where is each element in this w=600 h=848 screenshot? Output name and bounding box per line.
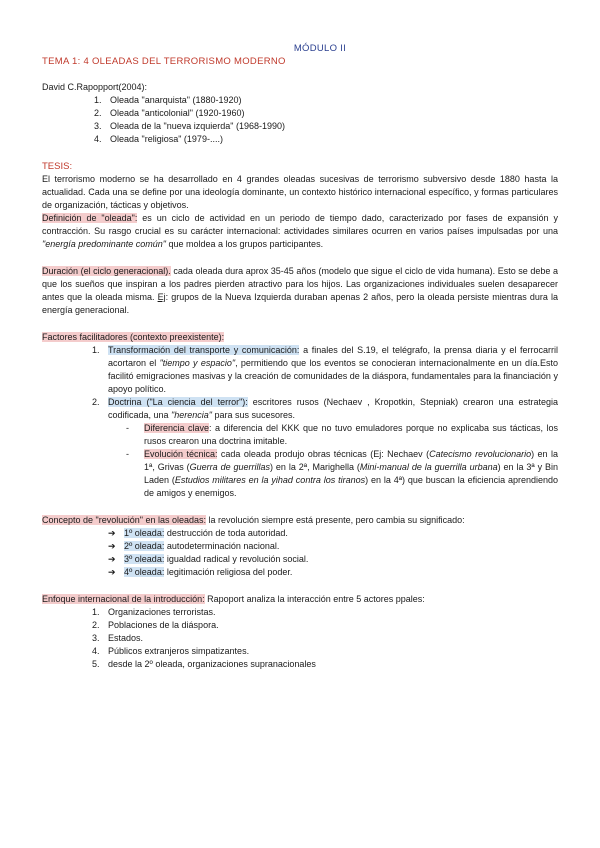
list-item: 1. Organizaciones terroristas. (92, 607, 216, 617)
list-item: - Diferencia clave: a diferencia del KKK que no tuvo emuladores porque no explicaba sus tácticas, los rusos crearon una doctrina imitable. (126, 423, 558, 446)
evolucion-label: Evolución técnica: (144, 449, 218, 459)
arrow-icon: ➔ (108, 528, 116, 538)
list-item: 3. Estados. (92, 633, 144, 643)
actors-list (92, 606, 558, 671)
list-item: ➔ 1º oleada: destrucción de toda autoridad. (108, 528, 288, 538)
module-title: MÓDULO II (293, 43, 347, 54)
concepto-label: Concepto de "revolución" en las oleadas: (42, 515, 206, 525)
list-item: 1. Transformación del transporte y comunicación: a finales del S.19, el telégrafo, la prensa diaria y el ferrocarril acortaron el "tiempo y espacio", permitiendo que los eventos se conocieran internacionalmente en un día.Esto facilitó emigraciones masivas y la creación de comunidades de la diáspora, fundamentales para la financiación y apoyo político. (92, 345, 558, 394)
factores-label: Factores facilitadores (contexto preexistente): (42, 332, 225, 342)
list-item: 1. Oleada "anarquista" (1880-1920) (94, 95, 242, 105)
revolution-list (108, 527, 558, 579)
enfoque-label: Enfoque internacional de la introducción: (42, 594, 205, 604)
list-item: 4. Oleada "religiosa" (1979-....) (94, 134, 223, 144)
duracion-section: Duración (el ciclo generacional). cada oleada dura aprox 35-45 años (modelo que sigue el ciclo de vida humana). Esto se debe a que los sueños que inspiran a los padres pierden atractivo para los hijos. Las organizaciones individuales suelen desaparecer antes que la oleada misma. Ej: grupos de la Nueva Izquierda duraban apenas 2 años, pero la oleada persiste mientras dura la energía generacional. (42, 266, 558, 315)
list-item: 2. Doctrina ("La ciencia del terror"): escritores rusos (Nechaev , Kropotkin, Stepniak) crearon una estrategia codificada, una "herencia" para sus sucesores. (92, 397, 559, 420)
list-item: ➔ 2º oleada: autodeterminación nacional. (108, 541, 280, 551)
arrow-icon: ➔ (108, 554, 116, 564)
diferencia-label: Diferencia clave (144, 423, 210, 433)
arrow-icon: ➔ (108, 567, 116, 577)
oleada-definition: Definición de "oleada": es un ciclo de actividad en un periodo de tiempo dado, caracterizado por fases de expansión y contracción. Su rasgo crucial es su carácter internacional: actividades similares ocurren en varios países impulsadas por una "energía predominante común" que moldea a los grupos participantes. (42, 213, 558, 249)
list-item: 5. desde la 2º oleada, organizaciones supranacionales (92, 659, 316, 669)
tema-title: TEMA 1: 4 OLEADAS DEL TERRORISMO MODERNO (42, 56, 286, 67)
definition-label: Definición de "oleada": (42, 213, 138, 223)
list-item: ➔ 3º oleada: igualdad radical y revolución social. (108, 554, 309, 564)
tesis-section (42, 160, 558, 251)
list-item: - Evolución técnica: cada oleada produjo obras técnicas (Ej: Nechaev (Catecismo revolucionario) en la 1ª, Grivas (Guerra de guerrillas) en la 2ª, Marighella (Mini-manual de la guerrilla urbana) en la 3ª y Bin Laden (Estudios militares en la yihad contra los tiranos) en la 4ª) que buscan la eficiencia aprendiendo de amigos y enemigos. (126, 449, 559, 498)
duracion-label: Duración (el ciclo generacional). (42, 266, 171, 276)
list-item: 2. Oleada "anticolonial" (1920-1960) (94, 108, 245, 118)
list-item: 3. Oleada de la "nueva izquierda" (1968-1990) (94, 121, 286, 131)
waves-list (92, 94, 558, 146)
list-item: 2. Poblaciones de la diáspora. (92, 620, 219, 630)
factores-section (42, 331, 558, 500)
doctrina-label: Doctrina ("La ciencia del terror"): (108, 397, 248, 407)
concepto-section: Concepto de "revolución" en las oleadas: la revolución siempre está presente, pero cambia su significado: ➔ 1º oleada: destrucción de toda autoridad. ➔ 2º oleada: autodeterminación nacional. ➔ 3º oleada: igualdad radical y revolución social. ➔ 4º oleada: legitimación religiosa del poder. (42, 514, 558, 579)
list-item: ➔ 4º oleada: legitimación religiosa del poder. (108, 567, 293, 577)
transport-label: Transformación del transporte y comunicación: (108, 345, 300, 355)
tesis-text: El terrorismo moderno se ha desarrollado en 4 grandes oleadas sucesivas de terrorismo subversivo desde 1880 hasta la actualidad. Cada una se define por una ideología dominante, un contexto histórico internacional específico, y formas particulares de organización, tácticas y objetivos. (42, 174, 558, 210)
arrow-icon: ➔ (108, 541, 116, 551)
tesis-heading: TESIS: (42, 161, 73, 172)
author-line: David C.Rapopport(2004): (42, 82, 148, 92)
list-item: 4. Públicos extranjeros simpatizantes. (92, 646, 250, 656)
enfoque-section: Enfoque internacional de la introducción: Rapoport analiza la interacción entre 5 actores ppales: 1. Organizaciones terroristas. 2. Poblaciones de la diáspora. 3. Estados. 4. Públicos extranjeros simpatizantes. 5. desde la 2º oleada, organizaciones supranacionales (42, 593, 558, 671)
